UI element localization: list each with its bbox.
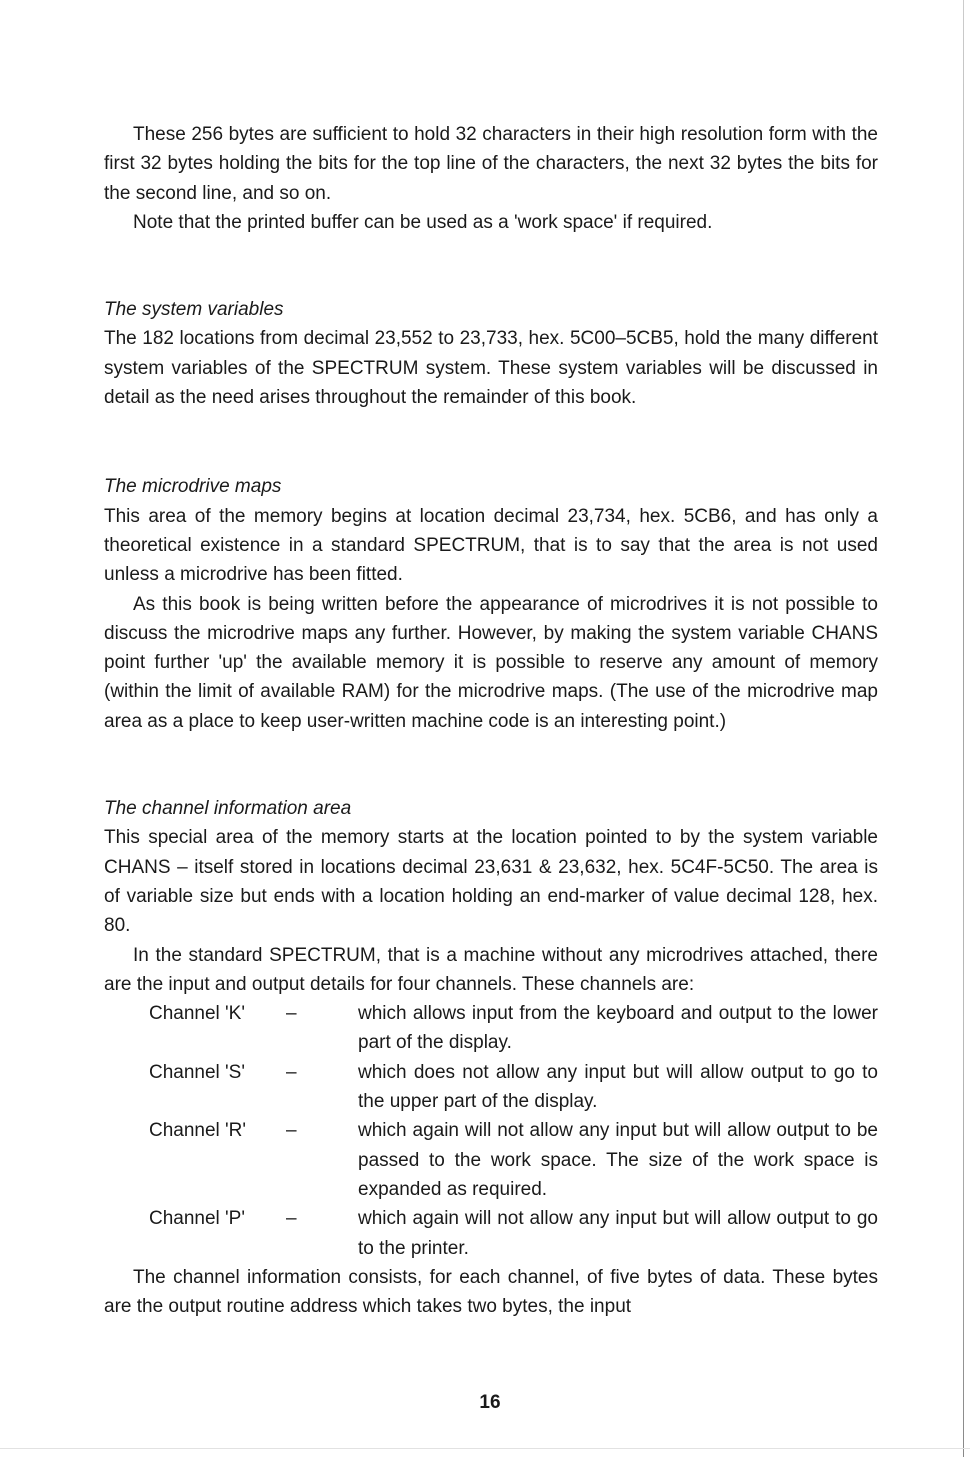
section-spacer	[104, 412, 878, 472]
section-spacer	[104, 237, 878, 295]
page-number: 16	[479, 1392, 501, 1413]
page-body	[104, 120, 878, 1321]
channel-name: Channel 'K'	[149, 1003, 245, 1025]
channel-description: which does not allow any input but will allow output to go to the upper part of the display.	[358, 1061, 878, 1113]
section-heading-channel-information: The channel information area	[104, 798, 352, 820]
channel-list	[104, 999, 878, 1263]
channel-info-paragraph-2: In the standard SPECTRUM, that is a machine without any microdrives attached, there are the input and output details for four channels. These channels are:	[104, 944, 878, 995]
microdrive-maps-paragraph-1: This area of the memory begins at location decimal 23,734, hex. 5CB6, and has only a theoretical existence in a standard SPECTRUM, that is to say that the area is not used unless a microdrive has been fitted.	[104, 505, 878, 586]
section-heading-system-variables: The system variables	[104, 299, 284, 321]
channel-description: which again will not allow any input but will allow output to be passed to the work space. The size of the work space is expanded as required.	[358, 1120, 878, 1200]
channel-info-paragraph-1: This special area of the memory starts at the location pointed to by the system variable CHANS – itself stored in locations decimal 23,631 & 23,632, hex. 5C4F-5C50. The area is of variable size but ends with a location holding an end-marker of value decimal 128, hex. 80.	[104, 827, 878, 937]
channel-dash: –	[286, 1120, 297, 1142]
section-heading-microdrive-maps: The microdrive maps	[104, 476, 282, 498]
channel-dash: –	[286, 1061, 297, 1083]
channel-name: Channel 'R'	[149, 1120, 247, 1142]
system-variables-paragraph: The 182 locations from decimal 23,552 to 23,733, hex. 5C00–5CB5, hold the many different system variables of the SPECTRUM system. These system variables will be discussed in detail as the need arises throughout the remainder of this book.	[104, 328, 878, 409]
channel-item-r	[104, 1116, 878, 1204]
intro-paragraph-1: These 256 bytes are sufficient to hold 32 characters in their high resolution form with the first 32 bytes holding the bits for the top line of the characters, the next 32 bytes the bits for the second line, and so on.	[104, 124, 878, 204]
channel-info-paragraph-3: The channel information consists, for each channel, of five bytes of data. These bytes are the output routine address which takes two bytes, the input	[104, 1266, 878, 1318]
channel-dash: –	[286, 1208, 297, 1230]
channel-description: which again will not allow any input but will allow output to go to the printer.	[358, 1208, 878, 1259]
page-edge	[963, 0, 964, 1457]
microdrive-maps-paragraph-2: As this book is being written before the appearance of microdrives it is not possible to discuss the microdrive maps any further. However, by making the system variable CHANS point further 'up' the available memory it is possible to reserve any amount of memory (within the limit of available RAM) for the microdrive maps. (The use of the microdrive map area as a place to keep user-written machine code is an interesting point.)	[104, 593, 878, 732]
channel-dash: –	[286, 1003, 297, 1025]
channel-item-s	[104, 1058, 878, 1117]
section-spacer	[104, 736, 878, 794]
channel-item-p	[104, 1204, 878, 1263]
channel-name: Channel 'P'	[149, 1208, 245, 1230]
channel-name: Channel 'S'	[149, 1061, 245, 1083]
channel-item-k	[104, 999, 878, 1058]
intro-paragraph-2: Note that the printed buffer can be used as a 'work space' if required.	[133, 211, 713, 233]
channel-description: which allows input from the keyboard and output to the lower part of the display.	[358, 1003, 878, 1054]
page-bottom-edge	[0, 1448, 970, 1449]
